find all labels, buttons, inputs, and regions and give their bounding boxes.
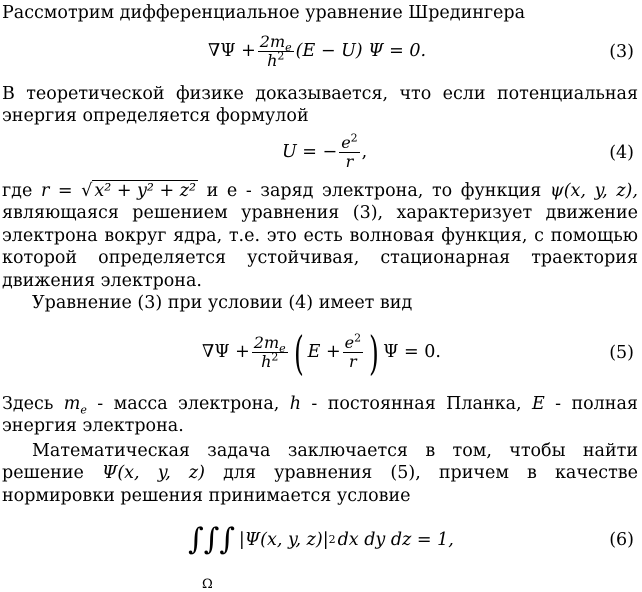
eq3-rest: (E − U) Ψ = 0.	[295, 41, 427, 62]
paragraph-intro: Рассмотрим дифференциальное уравнение Шредингера	[2, 3, 526, 23]
eq3-fraction: $\frac{2m_e}{h^2}$	[259, 32, 292, 70]
equation-5: ∇Ψ + $\frac{2m_e}{h^2}$ ( E + $\frac{e^2}{r}$ ) Ψ = 0. (5)	[202, 325, 634, 380]
eq4-lhs: U = −	[282, 142, 338, 163]
equation-3	[2, 25, 638, 79]
paragraph-definitions: Здесь $m_e$ - масса электрона, h - постоянная Планка, E - полная энергия электрона.	[2, 393, 638, 436]
eq5-inner-fraction: $\frac{e^2}{r}$	[344, 331, 362, 371]
eq3-nabla: ∇Ψ +	[208, 41, 256, 62]
eq6-label: (6)	[609, 529, 634, 550]
eq4-fraction: $\frac{e^2}{r}$	[341, 131, 358, 171]
eq4-label: (4)	[609, 142, 634, 163]
eq3-label: (3)	[609, 41, 634, 62]
paragraph-task: Математическая задача заключается в том, чтобы найти решение Ψ(x, y, z) для уравнения (5), причем в качестве нормировки решения принимается условие	[2, 440, 638, 506]
paragraph-form: Уравнение (3) при условии (4) имеет вид	[32, 293, 413, 313]
eq5-fraction: $\frac{2m_e}{h^2}$	[253, 333, 286, 371]
paragraph-wavefunction: где r = √ x² + y² + z² и е - заряд электрона, то функция ψ(x, y, z), являющаяся решением уравнения (3), характеризует движение электрона вокруг ядра, т.е. это есть волновая функция, с помощью которой определяется устойчивая, стационарная траектория движения электрона.	[2, 180, 638, 291]
paragraph-theory: В теоретической физике доказывается, что если потенциальная энергия определяется формулой	[2, 83, 638, 126]
equation-4: U = − $\frac{e^2}{r}$ , (4)	[282, 131, 634, 171]
equation-6: ∫∫∫ |Ψ(x, y, z)| 2 dx dy dz = 1, (6)	[188, 522, 634, 557]
sqrt-expression: √ x² + y² + z²	[81, 180, 196, 201]
triple-integral: ∫∫∫	[188, 522, 235, 557]
integration-domain: Ω	[202, 577, 213, 592]
eq5-label: (5)	[609, 342, 634, 363]
document-page	[2, 0, 638, 573]
